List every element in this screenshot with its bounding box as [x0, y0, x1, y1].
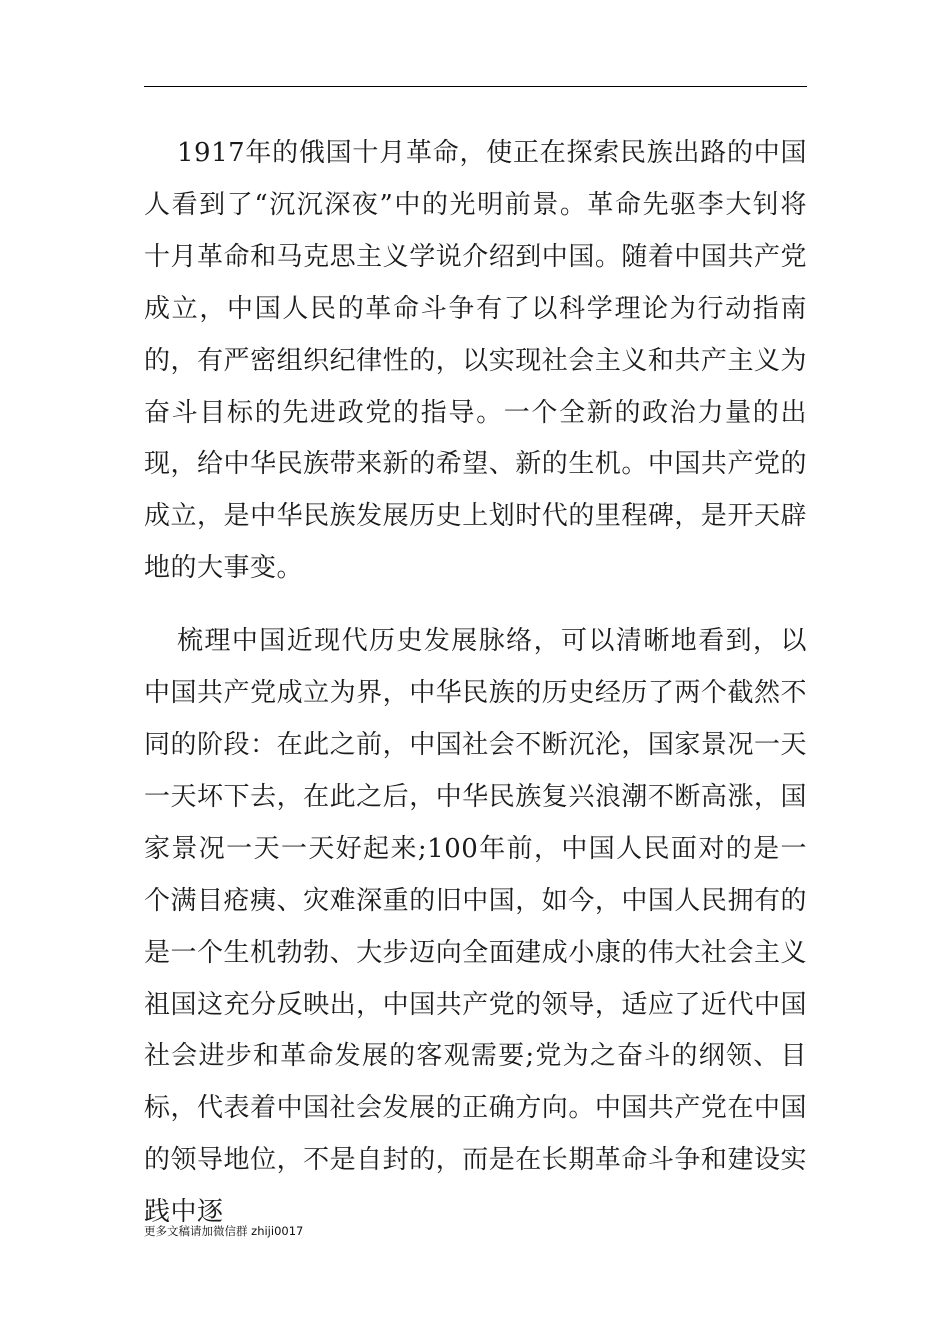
- paragraph-2: 梳理中国近现代历史发展脉络，可以清晰地看到，以中国共产党成立为界，中华民族的历史经历了两个截然不同的阶段：在此之前，中国社会不断沉沦，国家景况一天一天坏下去，在此之后，中华民族复兴浪潮不断高涨，国家景况一天一天好起来;100年前，中国人民面对的是一个满目疮痍、灾难深重的旧中国，如今，中国人民拥有的是一个生机勃勃、大步迈向全面建成小康的伟大社会主义祖国这充分反映出，中国共产党的领导，适应了近代中国社会进步和革命发展的客观需要;党为之奋斗的纲领、目标，代表着中国社会发展的正确方向。中国共产党在中国的领导地位，不是自封的，而是在长期革命斗争和建设实践中逐: [144, 626, 807, 1228]
- footer-note: 更多文稿请加微信群 zhiji0017: [144, 1224, 304, 1238]
- document-body: [144, 128, 807, 1239]
- header-rule: [144, 86, 807, 87]
- paragraph-1: 1917年的俄国十月革命，使正在探索民族出路的中国人看到了“沉沉深夜”中的光明前景。革命先驱李大钊将十月革命和马克思主义学说介绍到中国。随着中国共产党成立，中国人民的革命斗争有了以科学理论为行动指南的，有严密组织纪律性的，以实现社会主义和共产主义为奋斗目标的先进政党的指导。一个全新的政治力量的出现，给中华民族带来新的希望、新的生机。中国共产党的成立，是中华民族发展历史上划时代的里程碑，是开天辟地的大事变。: [144, 138, 807, 584]
